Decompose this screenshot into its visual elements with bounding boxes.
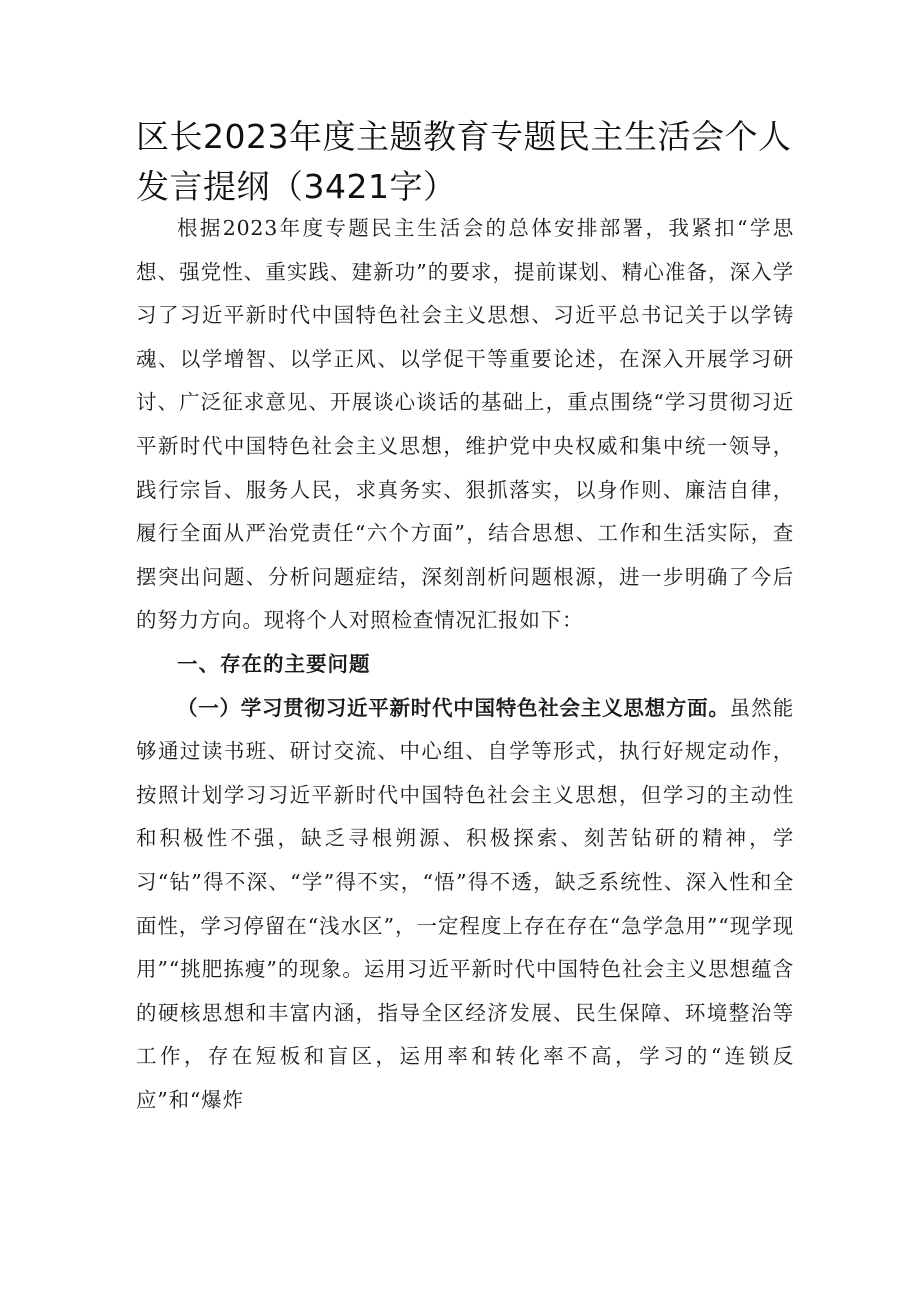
subsection-paragraph-1 — [136, 687, 794, 1123]
document-title: 区长2023年度主题教育专题民主生活会个人发言提纲（3421字） — [136, 117, 792, 206]
subsection-text-1: 虽然能够通过读书班、研讨交流、中心组、自学等形式，执行好规定动作，按照计划学习习近平新时代中国特色社会主义思想，但学习的主动性和积极性不强，缺乏寻根朔源、积极探索、刻苦钻研的精神，学习“钻”得不深、“学”得不实，“悟”得不透，缺乏系统性、深入性和全面性，学习停留在“浅水区”，一定程度上存在存在“急学急用”“现学现用”“挑肥拣瘦”的现象。运用习近平新时代中国特色社会主义思想蕴含的硬核思想和丰富内涵，指导全区经济发展、民生保障、环境整治等工作，存在短板和盲区，运用率和转化率不高，学习的“连锁反应”和“爆炸 — [136, 695, 795, 1112]
document-body — [136, 207, 794, 1122]
subsection-heading-1: （一）学习贯彻习近平新时代中国特色社会主义思想方面。 — [177, 695, 730, 720]
section-heading-1: 一、存在的主要问题 — [177, 651, 371, 676]
intro-paragraph: 根据2023年度专题民主生活会的总体安排部署，我紧扣“学思想、强党性、重实践、建新功”的要求，提前谋划、精心准备，深入学习了习近平新时代中国特色社会主义思想、习近平总书记关于以学铸魂、以学增智、以学正风、以学促干等重要论述，在深入开展学习研讨、广泛征求意见、开展谈心谈话的基础上，重点围绕“学习贯彻习近平新时代中国特色社会主义思想，维护党中央权威和集中统一领导，践行宗旨、服务人民，求真务实、狠抓落实，以身作则、廉洁自律，履行全面从严治党责任“六个方面”，结合思想、工作和生活实际，查摆突出问题、分析问题症结，深刻剖析问题根源，进一步明确了今后的努力方向。现将个人对照检查情况汇报如下： — [136, 216, 794, 633]
